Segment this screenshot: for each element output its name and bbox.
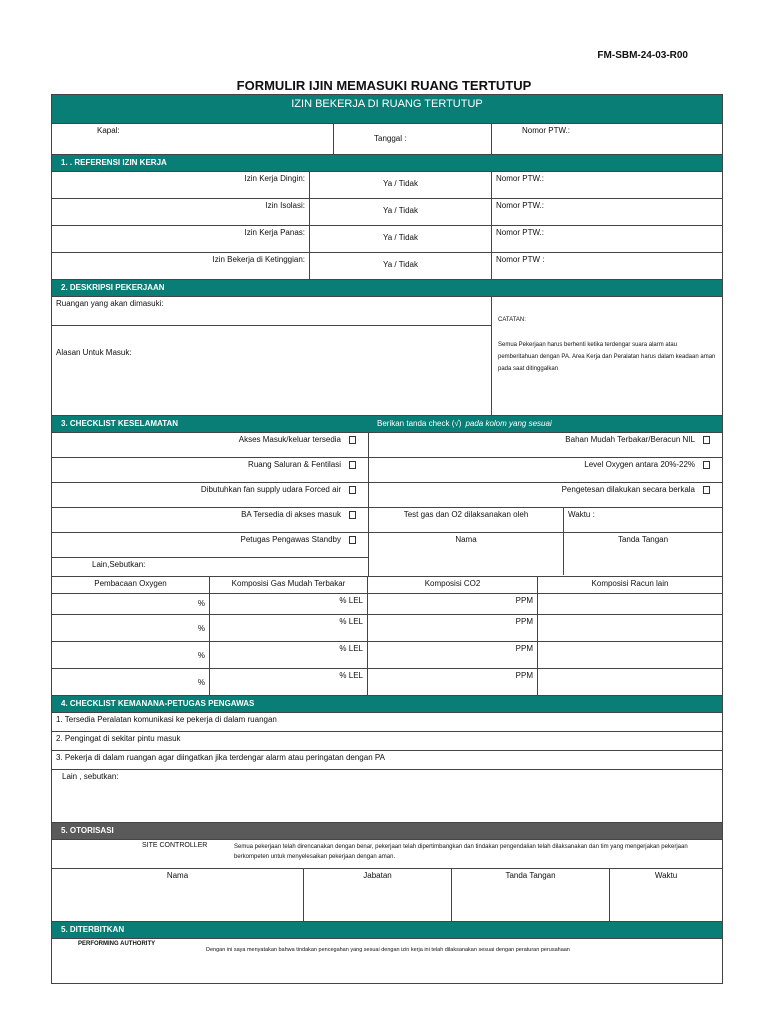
safety-checklist xyxy=(52,432,722,576)
ya-tidak-field[interactable]: Ya / Tidak xyxy=(310,253,492,279)
checkbox[interactable] xyxy=(349,436,356,444)
section-1-rows xyxy=(52,171,722,279)
gas-reading-row xyxy=(52,668,722,695)
izin-ptw-field[interactable]: Nomor PTW : xyxy=(496,255,545,264)
form-subtitle: IZIN BEKERJA DI RUANG TERTUTUP xyxy=(52,95,722,123)
lel-unit[interactable]: % LEL xyxy=(210,615,368,641)
page-title: FORMULIR IJIN MEMASUKI RUANG TERTUTUP xyxy=(236,78,532,93)
pengawas-lain-field[interactable]: Lain , sebutkan: xyxy=(62,772,119,781)
otorisasi-jabatan[interactable]: Jabatan xyxy=(304,869,452,921)
section-5-header: 5. OTORISASI xyxy=(52,822,722,839)
section-1-header: 1. . REFERENSI IZIN KERJA xyxy=(52,154,722,171)
checklist-item: Level Oxygen antara 20%-22% xyxy=(584,460,695,469)
oxygen-unit[interactable]: % xyxy=(52,669,210,695)
checklist-item: Akses Masuk/keluar tersedia xyxy=(238,435,341,444)
co2-unit[interactable]: PPM xyxy=(368,669,538,695)
gas-header: Komposisi Gas Mudah Terbakar xyxy=(210,577,368,593)
lel-unit[interactable]: % LEL xyxy=(210,669,368,695)
co2-unit[interactable]: PPM xyxy=(368,594,538,614)
section-3-title: 3. CHECKLIST KESELAMATAN xyxy=(61,419,179,428)
izin-ptw-field[interactable]: Nomor PTW.: xyxy=(496,174,545,183)
racun-field[interactable] xyxy=(538,615,722,641)
gas-reading-row xyxy=(52,641,722,668)
checkbox[interactable] xyxy=(703,486,710,494)
check-instruction: Berikan tanda check (√) xyxy=(377,419,462,428)
nomor-ptw-field[interactable]: Nomor PTW.: xyxy=(522,126,571,135)
lain-sebutkan-field[interactable]: Lain,Sebutkan: xyxy=(92,560,146,569)
otorisasi-nama[interactable]: Nama xyxy=(52,869,304,921)
izin-label: Izin Kerja Dingin: xyxy=(52,172,310,198)
right-checklist xyxy=(369,432,722,576)
section-2-header: 2. DESKRIPSI PEKERJAAN xyxy=(52,279,722,296)
co2-unit[interactable]: PPM xyxy=(368,642,538,668)
otorisasi-statement: Semua pekerjaan telah direncanakan dengan benar, pekerjaan telah dipertimbangkan dan tindakan pengendalian telah dilaksanakan dan tim yang mengerjakan pekerjaan berkompeten untuk menyelesaikan pekerjaan dengan aman. xyxy=(234,844,688,860)
racun-field[interactable] xyxy=(538,594,722,614)
tanda-tangan-label: Tanda Tangan xyxy=(617,535,669,544)
ruangan-field[interactable]: Ruangan yang akan dimasuki: xyxy=(52,297,491,326)
catatan-text: Semua Pekerjaan harus berhenti ketika terdengar suara alarm atau pemberitahuan dengan PA. Area Kerja dan Peralatan harus dalam keadaan aman pada saat ditinggalkan xyxy=(498,342,716,372)
ya-tidak-field[interactable]: Ya / Tidak xyxy=(310,199,492,225)
pengawas-item[interactable]: 3. Pekerja di dalam ruangan agar diingatkan jika terdengar alarm atau peringatan dengan PA xyxy=(56,753,385,762)
lel-unit[interactable]: % LEL xyxy=(210,642,368,668)
otorisasi-tanda-tangan[interactable]: Tanda Tangan xyxy=(452,869,610,921)
diterbitkan-statement: Dengan ini saya menyatakan bahwa tindakan pencegahan yang sesuai dengan izin kerja ini telah dilaksanakan sesuai dengan peraturan perusahaan xyxy=(206,947,570,953)
test-gas-label: Test gas dan O2 dilaksanakan oleh xyxy=(369,508,564,532)
izin-label: Izin Bekerja di Ketinggian: xyxy=(52,253,310,279)
gas-reading-row xyxy=(52,614,722,641)
racun-field[interactable] xyxy=(538,669,722,695)
checkbox[interactable] xyxy=(703,461,710,469)
checklist-item: BA Tersedia di akses masuk xyxy=(241,510,341,519)
section-6-header: 5. DITERBITKAN xyxy=(52,921,722,938)
checklist-item: Petugas Pengawas Standby xyxy=(240,535,341,544)
gas-header: Komposisi Racun lain xyxy=(591,579,669,588)
izin-ptw-field[interactable]: Nomor PTW.: xyxy=(496,228,545,237)
gas-reading-row xyxy=(52,593,722,614)
site-controller-label: SITE CONTROLLER xyxy=(142,842,208,849)
pengawas-item[interactable]: 2. Pengingat di sekitar pintu masuk xyxy=(56,734,181,743)
lel-unit[interactable]: % LEL xyxy=(210,594,368,614)
checkbox[interactable] xyxy=(349,511,356,519)
waktu-field[interactable]: Waktu : xyxy=(568,510,595,519)
catatan-label: CATATAN: xyxy=(498,317,526,323)
pengawas-item[interactable]: 1. Tersedia Peralatan komunikasi ke pekerja di dalam ruangan xyxy=(56,715,277,724)
section-3-header xyxy=(52,415,722,432)
oxygen-unit[interactable]: % xyxy=(52,642,210,668)
left-checklist xyxy=(52,432,369,576)
checklist-item: Ruang Saluran & Fentilasi xyxy=(248,460,341,469)
izin-row xyxy=(52,171,722,198)
checkbox[interactable] xyxy=(349,486,356,494)
checklist-item: Dibutuhkan fan supply udara Forced air xyxy=(200,485,341,494)
izin-label: Izin Isolasi: xyxy=(52,199,310,225)
co2-unit[interactable]: PPM xyxy=(368,615,538,641)
gas-header: Pembacaan Oxygen xyxy=(52,577,210,593)
tanggal-field[interactable]: Tanggal : xyxy=(334,124,492,154)
izin-row xyxy=(52,252,722,279)
izin-row xyxy=(52,198,722,225)
racun-field[interactable] xyxy=(538,642,722,668)
izin-label: Izin Kerja Panas: xyxy=(52,226,310,252)
izin-ptw-field[interactable]: Nomor PTW.: xyxy=(496,201,545,210)
otorisasi-waktu[interactable]: Waktu xyxy=(654,871,678,880)
checklist-item: Pengetesan dilakukan secara berkala xyxy=(561,485,695,494)
section-4-header: 4. CHECKLIST KEMANANA-PETUGAS PENGAWAS xyxy=(52,695,722,712)
kapal-field[interactable]: Kapal: xyxy=(52,124,334,154)
permit-form xyxy=(51,94,723,984)
ya-tidak-field[interactable]: Ya / Tidak xyxy=(310,226,492,252)
checklist-item: Bahan Mudah Terbakar/Beracun NIL xyxy=(565,435,695,444)
oxygen-unit[interactable]: % xyxy=(52,594,210,614)
checkbox[interactable] xyxy=(349,461,356,469)
gas-header: Komposisi CO2 xyxy=(368,577,538,593)
nama-label: Nama xyxy=(369,533,564,575)
performing-authority-label: PERFORMING AUTHORITY xyxy=(78,941,156,947)
izin-row xyxy=(52,225,722,252)
check-instruction-note: pada kolom yang sesuai xyxy=(465,419,552,428)
oxygen-unit[interactable]: % xyxy=(52,615,210,641)
checkbox[interactable] xyxy=(349,536,356,544)
document-code: FM-SBM-24-03-R00 xyxy=(597,50,688,61)
checkbox[interactable] xyxy=(703,436,710,444)
alasan-field[interactable]: Alasan Untuk Masuk: xyxy=(56,348,132,357)
ya-tidak-field[interactable]: Ya / Tidak xyxy=(310,172,492,198)
